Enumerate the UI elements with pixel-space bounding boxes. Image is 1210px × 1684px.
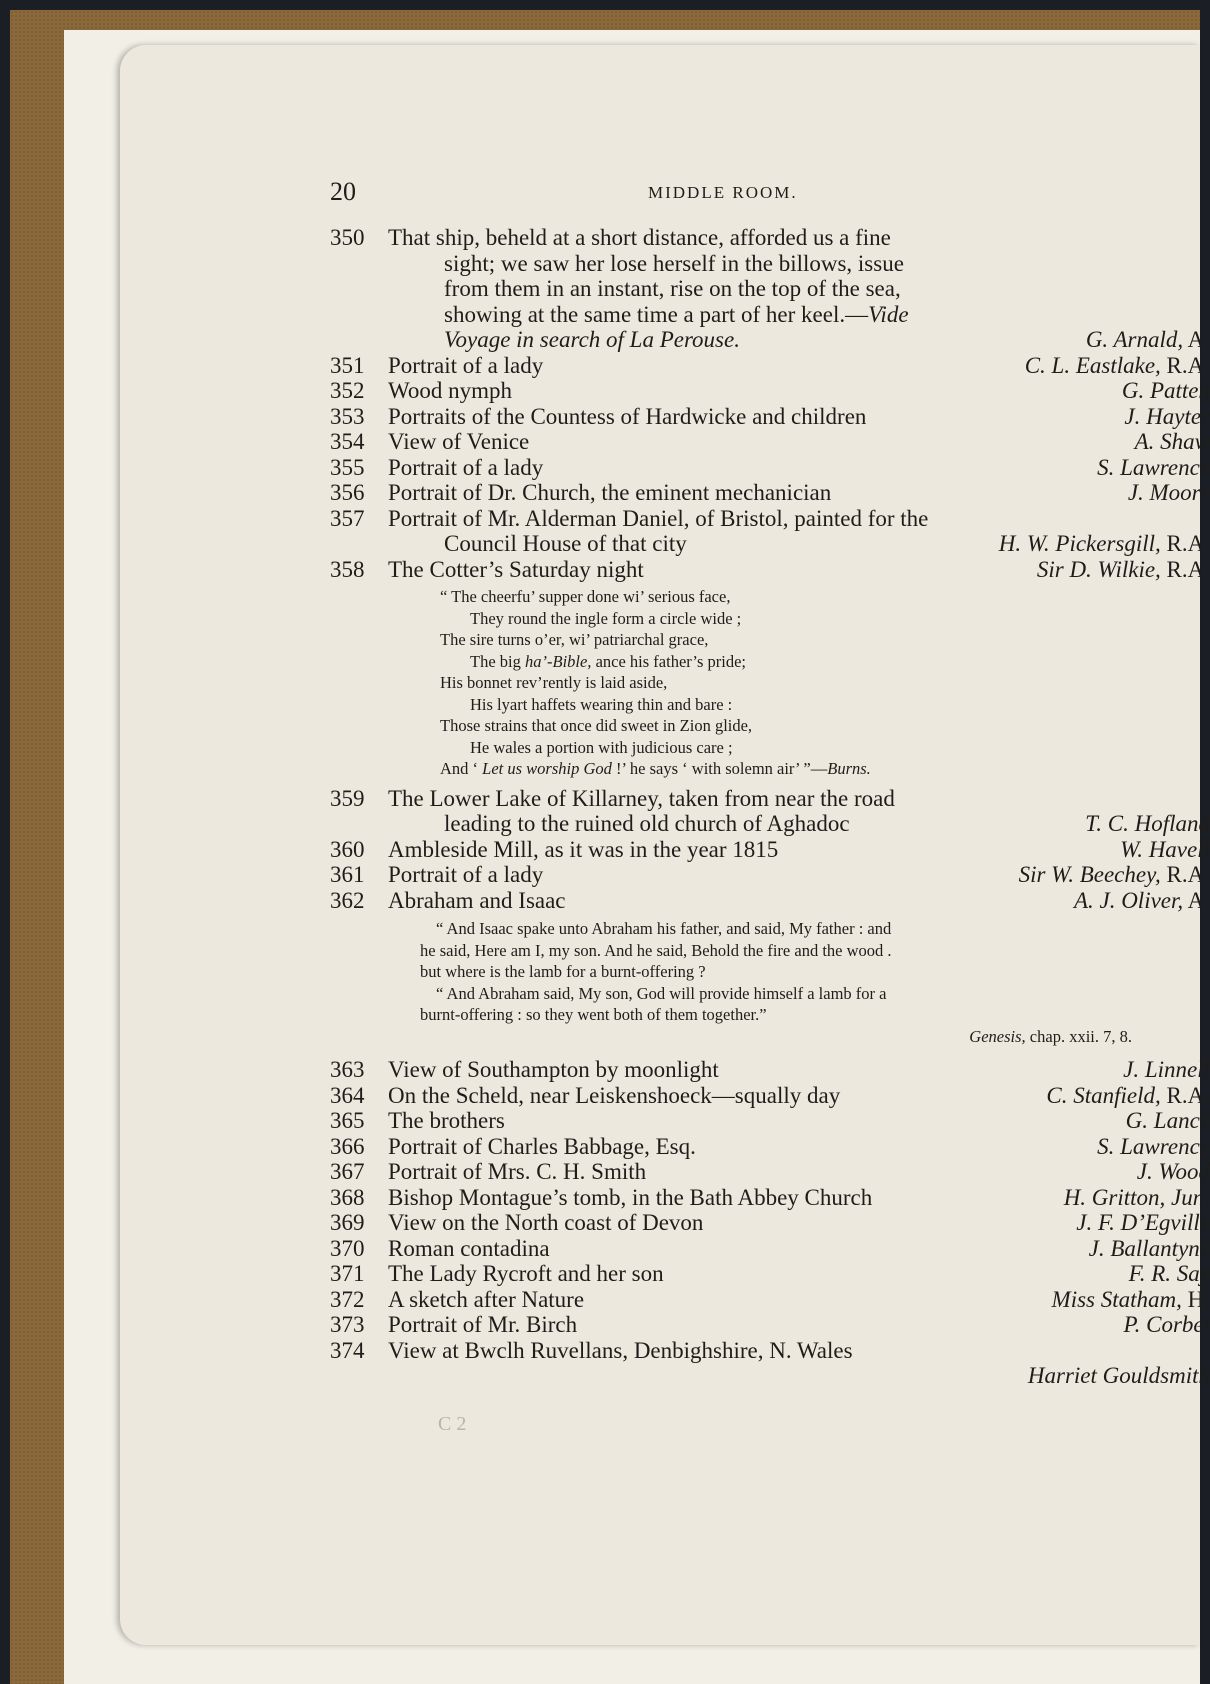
entry-artist: G. Patten [1121,378,1210,403]
entry-artist: F. R. Say [1128,1261,1210,1286]
entry-title-line: The Lower Lake of Killarney, taken from near the road [388,785,895,811]
verse-text: The big [470,651,525,671]
entry-artist: Sir W. Beechey, [1018,862,1161,887]
verse-text: !’ he says ‘ with solemn air’ ”— [611,759,828,778]
entry-title: View of Venice [388,429,530,454]
entry-358 [330,557,1210,583]
entry-title-line: Council House of that city [444,531,687,556]
entry-title-line: That ship, beheld at a short distance, afforded us a fine [388,225,891,250]
verse-italic: Let us worship God [482,759,612,778]
entry-365 [330,1108,1210,1134]
entry-suffix: H. [1181,1286,1210,1312]
quote-line: but where is the lamb for a burnt-offering ? [420,962,706,981]
verse-attribution: Burns. [827,759,871,778]
entry-artist: C. L. Eastlake, [1024,352,1161,378]
quote-line: “ And Abraham said, My son, God will provide himself a lamb for a [436,983,887,1003]
entry-number: 353 [330,403,365,429]
entry-number: 357 [330,505,365,531]
entry-number: 367 [330,1159,365,1184]
page-header [120,177,1200,217]
entry-suffix: R.A. [1160,531,1210,556]
verse-text: And ‘ [440,759,483,778]
entry-number: 374 [330,1337,365,1363]
entry-370 [330,1236,1210,1262]
entry-361 [330,862,1210,888]
entry-title: On the Scheld, near Leiskenshoeck—squally day [388,1082,841,1108]
entry-371 [330,1261,1210,1287]
entry-artist: J. Hayter [1124,403,1210,429]
entry-title: Ambleside Mill, as it was in the year 1815 [388,836,779,862]
entry-number: 361 [330,862,365,887]
entry-title: Portrait of Mrs. C. H. Smith [388,1159,647,1184]
entry-number: 356 [330,480,365,505]
entry-title-line: from them in an instant, rise on the top of the sea, [444,276,901,301]
entry-title: Portrait of a lady [388,454,544,480]
entry-number: 359 [330,785,365,811]
entry-369 [330,1210,1210,1236]
entry-suffix: R.A. [1160,1082,1210,1108]
verse-line: Those strains that once did sweet in Zion glide, [440,716,753,735]
entry-suffix: R.A. [1160,556,1210,582]
verse-line: They round the ingle form a circle wide ; [470,608,742,628]
entry-350 [330,225,1210,353]
entry-355 [330,455,1210,481]
entry-title-italic: Vide [868,301,909,327]
verse-text: ance his father’s pride; [591,651,746,671]
entry-367 [330,1159,1210,1185]
entry-artist: S. Lawrence [1097,454,1210,480]
entry-title: Roman contadina [388,1235,550,1261]
entry-title: View at Bwclh Ruvellans, Denbighshire, N. Wales [388,1337,853,1363]
entry-artist: G. Arnald, [1085,327,1184,352]
entry-title: Abraham and Isaac [388,887,566,913]
entry-title: Portrait of Mr. Birch [388,1312,578,1337]
running-title: MIDDLE ROOM. [648,183,798,202]
entry-number: 371 [330,1261,365,1286]
entry-title-line: showing at the same time a part of her keel.— [444,301,869,327]
entry-title-line: leading to the ruined old church of Aghadoc [444,811,850,836]
entry-title: The Cotter’s Saturday night [388,556,644,582]
entry-354 [330,429,1210,455]
page-number: 20 [330,177,356,206]
entry-368 [330,1185,1210,1211]
entry-number: 365 [330,1108,365,1133]
entry-360 [330,837,1210,863]
entry-title-line: sight; we saw her lose herself in the billows, issue [444,250,904,276]
entry-suffix: A. [1183,327,1210,352]
entry-number: 352 [330,378,365,403]
entry-artist: Miss Statham, [1051,1286,1182,1312]
entry-artist: J. Ballantyne [1088,1235,1210,1261]
entry-title: Portrait of a lady [388,352,544,378]
verse-line: “ The cheerfu’ supper done wi’ serious face, [440,587,731,606]
entry-artist: A. Shaw [1134,429,1210,454]
entry-number: 369 [330,1210,365,1235]
entry-artist: W. Havell [1120,836,1210,862]
entry-373 [330,1312,1210,1338]
quote-line: “ And Isaac spake unto Abraham his father, and said, My father : and [436,919,892,938]
entry-number: 360 [330,836,365,862]
entry-title: View of Southampton by moonlight [388,1057,719,1082]
entry-title: Portrait of Charles Babbage, Esq. [388,1133,696,1159]
entry-title: Portrait of Dr. Church, the eminent mechanician [388,480,832,505]
entry-362 [330,888,1210,914]
entry-number: 372 [330,1286,365,1312]
entry-363 [330,1057,1210,1083]
entry-number: 368 [330,1184,365,1210]
entry-title: The brothers [388,1108,505,1133]
entry-artist: Harriet Gouldsmith [1027,1363,1210,1388]
entry-number: 358 [330,556,365,582]
entry-title: Portrait of a lady [388,862,544,887]
signature-mark: C 2 [438,1413,467,1435]
entry-number: 364 [330,1082,365,1108]
entry-artist: T. C. Hofland [1085,811,1210,836]
entry-artist: S. Lawrence [1097,1133,1210,1159]
catalogue-page [120,45,1210,1645]
entry-title: The Lady Rycroft and her son [388,1261,664,1286]
entry-title-italic: Voyage in search of La Perouse. [444,327,740,352]
entry-artist: H. Gritton, Jun. [1063,1184,1210,1210]
entry-artist: P. Corbet [1123,1312,1210,1337]
entry-359 [330,786,1210,837]
entry-title: Bishop Montague’s tomb, in the Bath Abbey Church [388,1184,873,1210]
quote-citation: chap. xxii. 7, 8. [1025,1026,1132,1046]
quote-citation-book: Genesis, [969,1026,1026,1046]
entry-title: Portraits of the Countess of Hardwicke and children [388,403,867,429]
entry-number: 354 [330,429,365,454]
verse-line: The sire turns o’er, wi’ patriarchal grace, [440,630,709,649]
entry-number: 350 [330,225,365,250]
entry-title: A sketch after Nature [388,1286,585,1312]
quote-line: he said, Here am I, my son. And he said, Behold the fire and the wood . [420,940,892,960]
entry-artist: J. F. D’Egville [1076,1210,1210,1235]
verse-quotation [330,586,1210,780]
entry-artist: G. Lance [1125,1108,1210,1133]
entry-number: 362 [330,887,365,913]
entry-title: View on the North coast of Devon [388,1210,704,1235]
entry-353 [330,404,1210,430]
verse-line: His lyart haffets wearing thin and bare : [470,694,733,714]
entry-artist: J. Linnell [1123,1057,1210,1082]
quote-line: burnt-offering : so they went both of them together.” [420,1005,767,1024]
entry-artist: J. Moore [1127,480,1210,505]
entry-list [330,225,1210,1389]
entry-suffix: R.A. [1160,862,1210,887]
entry-title-line: Portrait of Mr. Alderman Daniel, of Bristol, painted for the [388,505,929,531]
entry-artist: C. Stanfield, [1046,1082,1161,1108]
entry-374 [330,1338,1210,1389]
entry-artist: J. Wood [1136,1159,1210,1184]
entry-number: 370 [330,1235,365,1261]
entry-artist: A. J. Oliver, [1073,887,1184,913]
scripture-quotation [330,918,1210,1047]
entry-number: 373 [330,1312,365,1337]
entry-364 [330,1083,1210,1109]
entry-number: 355 [330,454,365,480]
entry-357 [330,506,1210,557]
entry-351 [330,353,1210,379]
entry-artist: H. W. Pickersgill, [998,531,1161,556]
entry-352 [330,378,1210,404]
entry-number: 363 [330,1057,365,1082]
entry-number: 366 [330,1133,365,1159]
entry-artist: Sir D. Wilkie, [1036,556,1161,582]
entry-suffix: A. [1183,887,1210,913]
entry-356 [330,480,1210,506]
entry-suffix: R.A. [1160,352,1210,378]
verse-line: He wales a portion with judicious care ; [470,737,733,757]
entry-number: 351 [330,352,365,378]
entry-title: Wood nymph [388,378,513,403]
verse-italic: ha’-Bible, [525,651,592,671]
entry-366 [330,1134,1210,1160]
verse-line: His bonnet rev’rently is laid aside, [440,673,668,692]
entry-372 [330,1287,1210,1313]
